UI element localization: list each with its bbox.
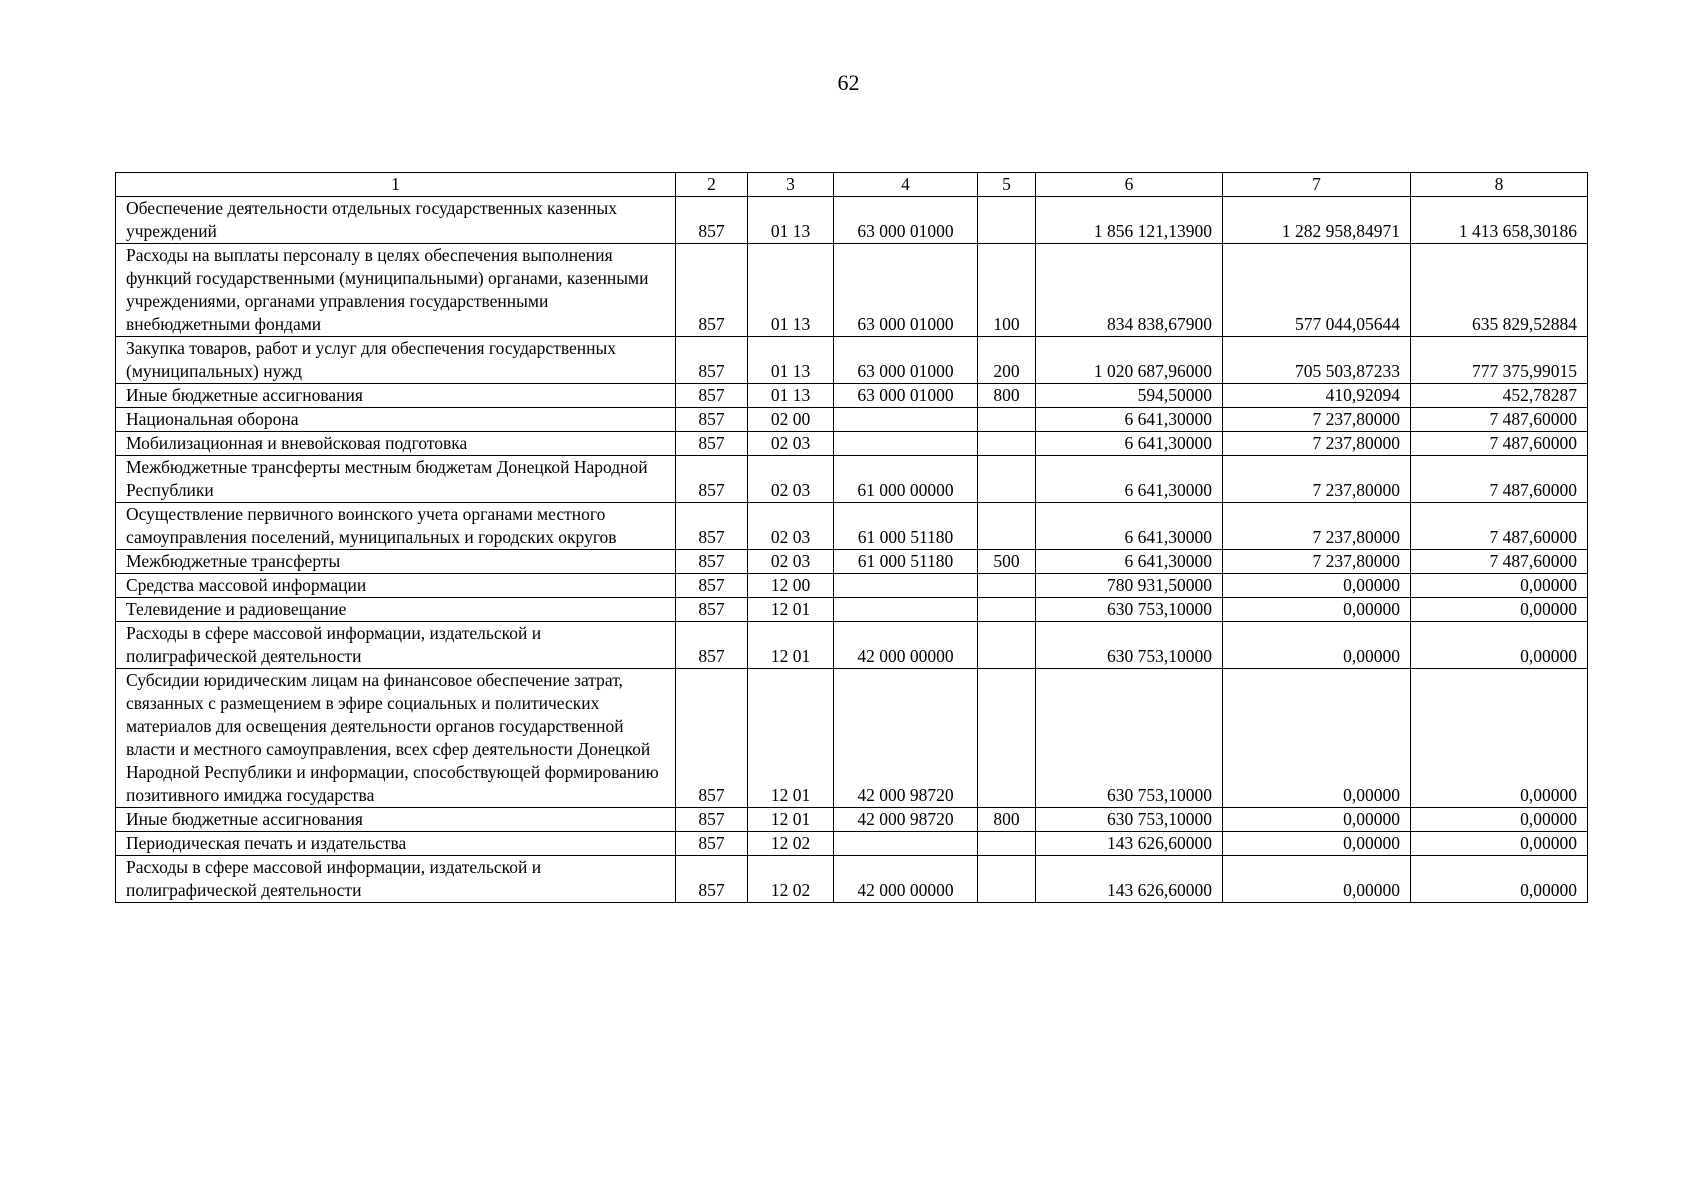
row-section-cell: 02 03 <box>748 432 834 456</box>
row-target-cell: 42 000 00000 <box>834 856 978 903</box>
column-number: 7 <box>1223 173 1411 197</box>
row-sum-3-cell: 0,00000 <box>1411 669 1588 808</box>
row-target-cell: 61 000 51180 <box>834 503 978 550</box>
table-row <box>116 622 1588 669</box>
row-sum-3-cell: 7 487,60000 <box>1411 456 1588 503</box>
row-name-cell: Средства массовой информации <box>116 574 676 598</box>
table-row <box>116 244 1588 337</box>
row-section-cell: 12 00 <box>748 574 834 598</box>
row-ministry-cell: 857 <box>676 337 748 384</box>
row-ministry-cell: 857 <box>676 808 748 832</box>
row-name-cell: Закупка товаров, работ и услуг для обеспечения государственных (муниципальных) нужд <box>116 337 676 384</box>
row-sum-1-cell: 6 641,30000 <box>1036 456 1223 503</box>
row-sum-1-cell: 6 641,30000 <box>1036 503 1223 550</box>
row-target-cell: 63 000 01000 <box>834 197 978 244</box>
column-number: 5 <box>978 173 1036 197</box>
row-sum-1-cell: 630 753,10000 <box>1036 808 1223 832</box>
table-row <box>116 503 1588 550</box>
table-row <box>116 598 1588 622</box>
row-ministry-cell: 857 <box>676 832 748 856</box>
row-target-cell: 61 000 00000 <box>834 456 978 503</box>
row-name-cell: Национальная оборона <box>116 408 676 432</box>
table-row <box>116 669 1588 808</box>
table-row <box>116 574 1588 598</box>
row-expense-type-cell <box>978 832 1036 856</box>
row-sum-3-cell: 7 487,60000 <box>1411 432 1588 456</box>
row-sum-2-cell: 7 237,80000 <box>1223 456 1411 503</box>
row-sum-3-cell: 7 487,60000 <box>1411 550 1588 574</box>
column-number: 1 <box>116 173 676 197</box>
row-target-cell <box>834 408 978 432</box>
table-body <box>116 173 1588 903</box>
row-section-cell: 02 03 <box>748 550 834 574</box>
row-sum-3-cell: 7 487,60000 <box>1411 408 1588 432</box>
row-target-cell: 42 000 98720 <box>834 669 978 808</box>
row-sum-1-cell: 594,50000 <box>1036 384 1223 408</box>
row-name-cell: Расходы на выплаты персоналу в целях обеспечения выполнения функций государственными (муниципальными) органами, казенными учреждениями, органами управления государственными внебюджетными фондами <box>116 244 676 337</box>
column-number: 8 <box>1411 173 1588 197</box>
row-section-cell: 12 02 <box>748 832 834 856</box>
row-sum-3-cell: 452,78287 <box>1411 384 1588 408</box>
column-number: 4 <box>834 173 978 197</box>
row-section-cell: 02 03 <box>748 456 834 503</box>
row-expense-type-cell: 200 <box>978 337 1036 384</box>
table-row <box>116 337 1588 384</box>
row-target-cell <box>834 432 978 456</box>
table-row <box>116 856 1588 903</box>
table-row <box>116 384 1588 408</box>
row-sum-2-cell: 0,00000 <box>1223 856 1411 903</box>
column-number-row <box>116 173 1588 197</box>
row-section-cell: 01 13 <box>748 244 834 337</box>
row-expense-type-cell <box>978 669 1036 808</box>
row-sum-3-cell: 0,00000 <box>1411 598 1588 622</box>
row-sum-2-cell: 705 503,87233 <box>1223 337 1411 384</box>
row-section-cell: 01 13 <box>748 197 834 244</box>
row-target-cell: 63 000 01000 <box>834 244 978 337</box>
row-sum-2-cell: 0,00000 <box>1223 808 1411 832</box>
row-sum-1-cell: 630 753,10000 <box>1036 669 1223 808</box>
row-name-cell: Осуществление первичного воинского учета органами местного самоуправления поселений, муниципальных и городских округов <box>116 503 676 550</box>
row-expense-type-cell <box>978 408 1036 432</box>
row-section-cell: 01 13 <box>748 384 834 408</box>
row-expense-type-cell <box>978 574 1036 598</box>
row-section-cell: 12 01 <box>748 598 834 622</box>
table-row <box>116 432 1588 456</box>
row-section-cell: 02 03 <box>748 503 834 550</box>
table-row <box>116 456 1588 503</box>
row-name-cell: Мобилизационная и вневойсковая подготовка <box>116 432 676 456</box>
row-target-cell: 42 000 98720 <box>834 808 978 832</box>
budget-table <box>115 172 1588 903</box>
row-sum-3-cell: 7 487,60000 <box>1411 503 1588 550</box>
row-name-cell: Иные бюджетные ассигнования <box>116 808 676 832</box>
row-name-cell: Межбюджетные трансферты <box>116 550 676 574</box>
row-sum-2-cell: 0,00000 <box>1223 669 1411 808</box>
row-target-cell: 61 000 51180 <box>834 550 978 574</box>
row-target-cell <box>834 832 978 856</box>
row-ministry-cell: 857 <box>676 384 748 408</box>
row-sum-2-cell: 0,00000 <box>1223 574 1411 598</box>
row-expense-type-cell: 100 <box>978 244 1036 337</box>
row-name-cell: Иные бюджетные ассигнования <box>116 384 676 408</box>
row-name-cell: Субсидии юридическим лицам на финансовое обеспечение затрат, связанных с размещением в эфире социальных и политических материалов для освещения деятельности органов государственной власти и местного самоуправления, всех сфер деятельности Донецкой Народной Республики и информации, способствующей формированию позитивного имиджа государства <box>116 669 676 808</box>
row-sum-1-cell: 6 641,30000 <box>1036 432 1223 456</box>
row-target-cell: 63 000 01000 <box>834 384 978 408</box>
row-sum-1-cell: 1 856 121,13900 <box>1036 197 1223 244</box>
row-name-cell: Расходы в сфере массовой информации, издательской и полиграфической деятельности <box>116 856 676 903</box>
row-sum-1-cell: 630 753,10000 <box>1036 598 1223 622</box>
row-expense-type-cell <box>978 197 1036 244</box>
row-sum-2-cell: 7 237,80000 <box>1223 408 1411 432</box>
row-sum-2-cell: 7 237,80000 <box>1223 550 1411 574</box>
row-expense-type-cell <box>978 503 1036 550</box>
row-section-cell: 12 01 <box>748 808 834 832</box>
row-sum-2-cell: 577 044,05644 <box>1223 244 1411 337</box>
row-name-cell: Межбюджетные трансферты местным бюджетам Донецкой Народной Республики <box>116 456 676 503</box>
row-sum-3-cell: 635 829,52884 <box>1411 244 1588 337</box>
row-sum-3-cell: 1 413 658,30186 <box>1411 197 1588 244</box>
row-section-cell: 12 02 <box>748 856 834 903</box>
row-expense-type-cell <box>978 856 1036 903</box>
row-sum-2-cell: 1 282 958,84971 <box>1223 197 1411 244</box>
row-sum-3-cell: 0,00000 <box>1411 856 1588 903</box>
row-sum-1-cell: 780 931,50000 <box>1036 574 1223 598</box>
row-target-cell <box>834 598 978 622</box>
row-ministry-cell: 857 <box>676 408 748 432</box>
row-ministry-cell: 857 <box>676 574 748 598</box>
row-target-cell: 42 000 00000 <box>834 622 978 669</box>
row-section-cell: 02 00 <box>748 408 834 432</box>
row-ministry-cell: 857 <box>676 197 748 244</box>
page-number: 62 <box>837 70 860 95</box>
table-row <box>116 808 1588 832</box>
table-row <box>116 832 1588 856</box>
row-sum-1-cell: 630 753,10000 <box>1036 622 1223 669</box>
row-expense-type-cell <box>978 598 1036 622</box>
row-expense-type-cell <box>978 456 1036 503</box>
row-sum-2-cell: 7 237,80000 <box>1223 503 1411 550</box>
row-ministry-cell: 857 <box>676 244 748 337</box>
table-row <box>116 197 1588 244</box>
row-section-cell: 12 01 <box>748 622 834 669</box>
row-ministry-cell: 857 <box>676 622 748 669</box>
row-name-cell: Расходы в сфере массовой информации, издательской и полиграфической деятельности <box>116 622 676 669</box>
row-sum-2-cell: 0,00000 <box>1223 598 1411 622</box>
row-name-cell: Телевидение и радиовещание <box>116 598 676 622</box>
row-expense-type-cell <box>978 432 1036 456</box>
row-ministry-cell: 857 <box>676 550 748 574</box>
row-ministry-cell: 857 <box>676 432 748 456</box>
row-sum-2-cell: 0,00000 <box>1223 622 1411 669</box>
row-sum-1-cell: 6 641,30000 <box>1036 550 1223 574</box>
row-expense-type-cell: 800 <box>978 384 1036 408</box>
row-target-cell: 63 000 01000 <box>834 337 978 384</box>
row-sum-1-cell: 834 838,67900 <box>1036 244 1223 337</box>
row-sum-3-cell: 777 375,99015 <box>1411 337 1588 384</box>
row-ministry-cell: 857 <box>676 456 748 503</box>
row-name-cell: Периодическая печать и издательства <box>116 832 676 856</box>
row-sum-3-cell: 0,00000 <box>1411 622 1588 669</box>
column-number: 2 <box>676 173 748 197</box>
row-ministry-cell: 857 <box>676 856 748 903</box>
row-section-cell: 01 13 <box>748 337 834 384</box>
row-ministry-cell: 857 <box>676 598 748 622</box>
row-section-cell: 12 01 <box>748 669 834 808</box>
row-ministry-cell: 857 <box>676 503 748 550</box>
row-expense-type-cell: 800 <box>978 808 1036 832</box>
row-target-cell <box>834 574 978 598</box>
row-sum-1-cell: 1 020 687,96000 <box>1036 337 1223 384</box>
row-ministry-cell: 857 <box>676 669 748 808</box>
column-number: 3 <box>748 173 834 197</box>
column-number: 6 <box>1036 173 1223 197</box>
row-sum-3-cell: 0,00000 <box>1411 808 1588 832</box>
table-row <box>116 550 1588 574</box>
table-row <box>116 408 1588 432</box>
row-sum-3-cell: 0,00000 <box>1411 832 1588 856</box>
row-sum-2-cell: 410,92094 <box>1223 384 1411 408</box>
row-sum-2-cell: 7 237,80000 <box>1223 432 1411 456</box>
row-sum-1-cell: 143 626,60000 <box>1036 832 1223 856</box>
row-name-cell: Обеспечение деятельности отдельных государственных казенных учреждений <box>116 197 676 244</box>
row-sum-1-cell: 6 641,30000 <box>1036 408 1223 432</box>
row-sum-3-cell: 0,00000 <box>1411 574 1588 598</box>
row-expense-type-cell <box>978 622 1036 669</box>
row-expense-type-cell: 500 <box>978 550 1036 574</box>
row-sum-2-cell: 0,00000 <box>1223 832 1411 856</box>
row-sum-1-cell: 143 626,60000 <box>1036 856 1223 903</box>
